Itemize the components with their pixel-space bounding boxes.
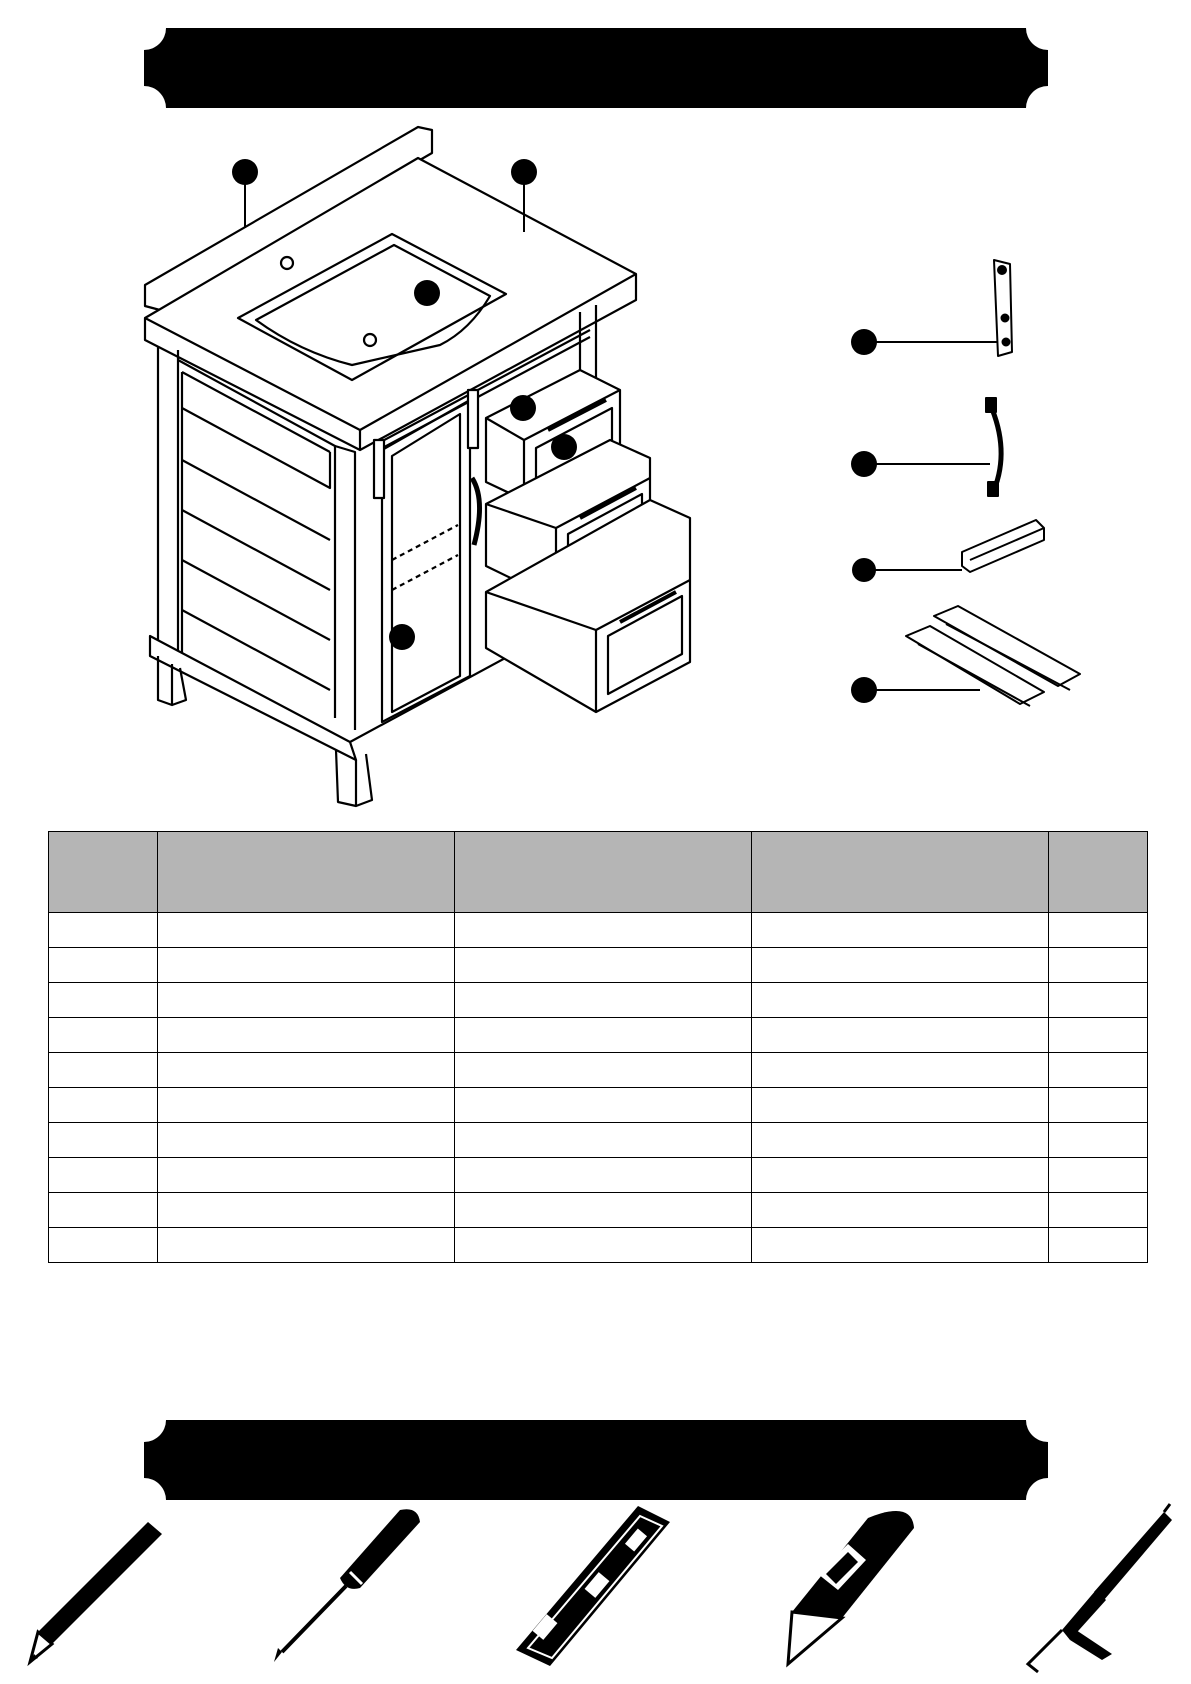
table-cell	[158, 983, 455, 1018]
table-cell	[1049, 1018, 1148, 1053]
tools-row	[0, 1500, 1191, 1680]
table-cell	[752, 948, 1049, 983]
tools-banner	[0, 1414, 1191, 1514]
header-cell	[158, 832, 455, 913]
header-cell	[49, 832, 158, 913]
table-cell	[49, 948, 158, 983]
table-cell	[455, 1053, 752, 1088]
table-cell	[1049, 1123, 1148, 1158]
table-cell	[1049, 1193, 1148, 1228]
table-row	[49, 1088, 1148, 1123]
table-cell	[455, 1088, 752, 1123]
table-cell	[455, 983, 752, 1018]
table-cell	[49, 1228, 158, 1263]
table-cell	[1049, 1088, 1148, 1123]
table-cell	[455, 913, 752, 948]
parts-table-header-row	[49, 832, 1148, 913]
table-cell	[752, 1158, 1049, 1193]
pencil-icon	[30, 1522, 162, 1662]
table-cell	[158, 1053, 455, 1088]
table-cell	[158, 1123, 455, 1158]
table-cell	[49, 913, 158, 948]
table-cell	[1049, 983, 1148, 1018]
table-cell	[752, 1228, 1049, 1263]
table-cell	[158, 913, 455, 948]
callout-drawer-slide	[851, 677, 877, 703]
table-cell	[455, 1193, 752, 1228]
table-row	[49, 983, 1148, 1018]
table-cell	[455, 1228, 752, 1263]
table-cell	[158, 1228, 455, 1263]
table-row	[49, 1193, 1148, 1228]
table-row	[49, 913, 1148, 948]
table-row	[49, 1228, 1148, 1263]
table-cell	[1049, 1053, 1148, 1088]
table-cell	[455, 1018, 752, 1053]
callout-countertop	[511, 159, 537, 185]
callout-drawer-pull	[852, 558, 876, 582]
table-cell	[49, 1018, 158, 1053]
table-cell	[752, 1193, 1049, 1228]
caulk-gun-icon	[1028, 1504, 1172, 1672]
table-cell	[158, 1088, 455, 1123]
table-row	[49, 948, 1148, 983]
header-cell	[752, 832, 1049, 913]
callout-drawer-front	[551, 434, 577, 460]
table-cell	[158, 1158, 455, 1193]
table-cell	[158, 1018, 455, 1053]
table-cell	[1049, 913, 1148, 948]
callout-door-roller	[851, 329, 877, 355]
callout-sink	[414, 280, 440, 306]
table-cell	[455, 1158, 752, 1193]
table-row	[49, 1053, 1148, 1088]
table-cell	[49, 1088, 158, 1123]
utility-knife-icon	[788, 1511, 914, 1664]
callout-door	[389, 624, 415, 650]
table-cell	[158, 1193, 455, 1228]
table-row	[49, 1123, 1148, 1158]
header-cell	[1049, 832, 1148, 913]
callout-backsplash	[232, 159, 258, 185]
table-cell	[49, 1158, 158, 1193]
table-cell	[752, 983, 1049, 1018]
header-cell	[455, 832, 752, 913]
vanity-exploded-diagram	[0, 110, 1191, 820]
screwdriver-icon	[274, 1509, 420, 1662]
table-cell	[752, 1018, 1049, 1053]
parts-table	[48, 831, 1148, 1263]
table-cell	[49, 1053, 158, 1088]
callout-handle	[851, 451, 877, 477]
table-cell	[752, 913, 1049, 948]
table-cell	[49, 1193, 158, 1228]
table-cell	[455, 1123, 752, 1158]
table-cell	[752, 1123, 1049, 1158]
table-cell	[49, 1123, 158, 1158]
table-cell	[49, 983, 158, 1018]
callout-drawer-box	[510, 395, 536, 421]
table-cell	[752, 1053, 1049, 1088]
table-cell	[752, 1088, 1049, 1123]
table-row	[49, 1158, 1148, 1193]
table-cell	[1049, 1228, 1148, 1263]
table-cell	[158, 948, 455, 983]
table-row	[49, 1018, 1148, 1053]
table-cell	[455, 948, 752, 983]
table-cell	[1049, 1158, 1148, 1193]
level-icon	[516, 1506, 670, 1666]
table-cell	[1049, 948, 1148, 983]
